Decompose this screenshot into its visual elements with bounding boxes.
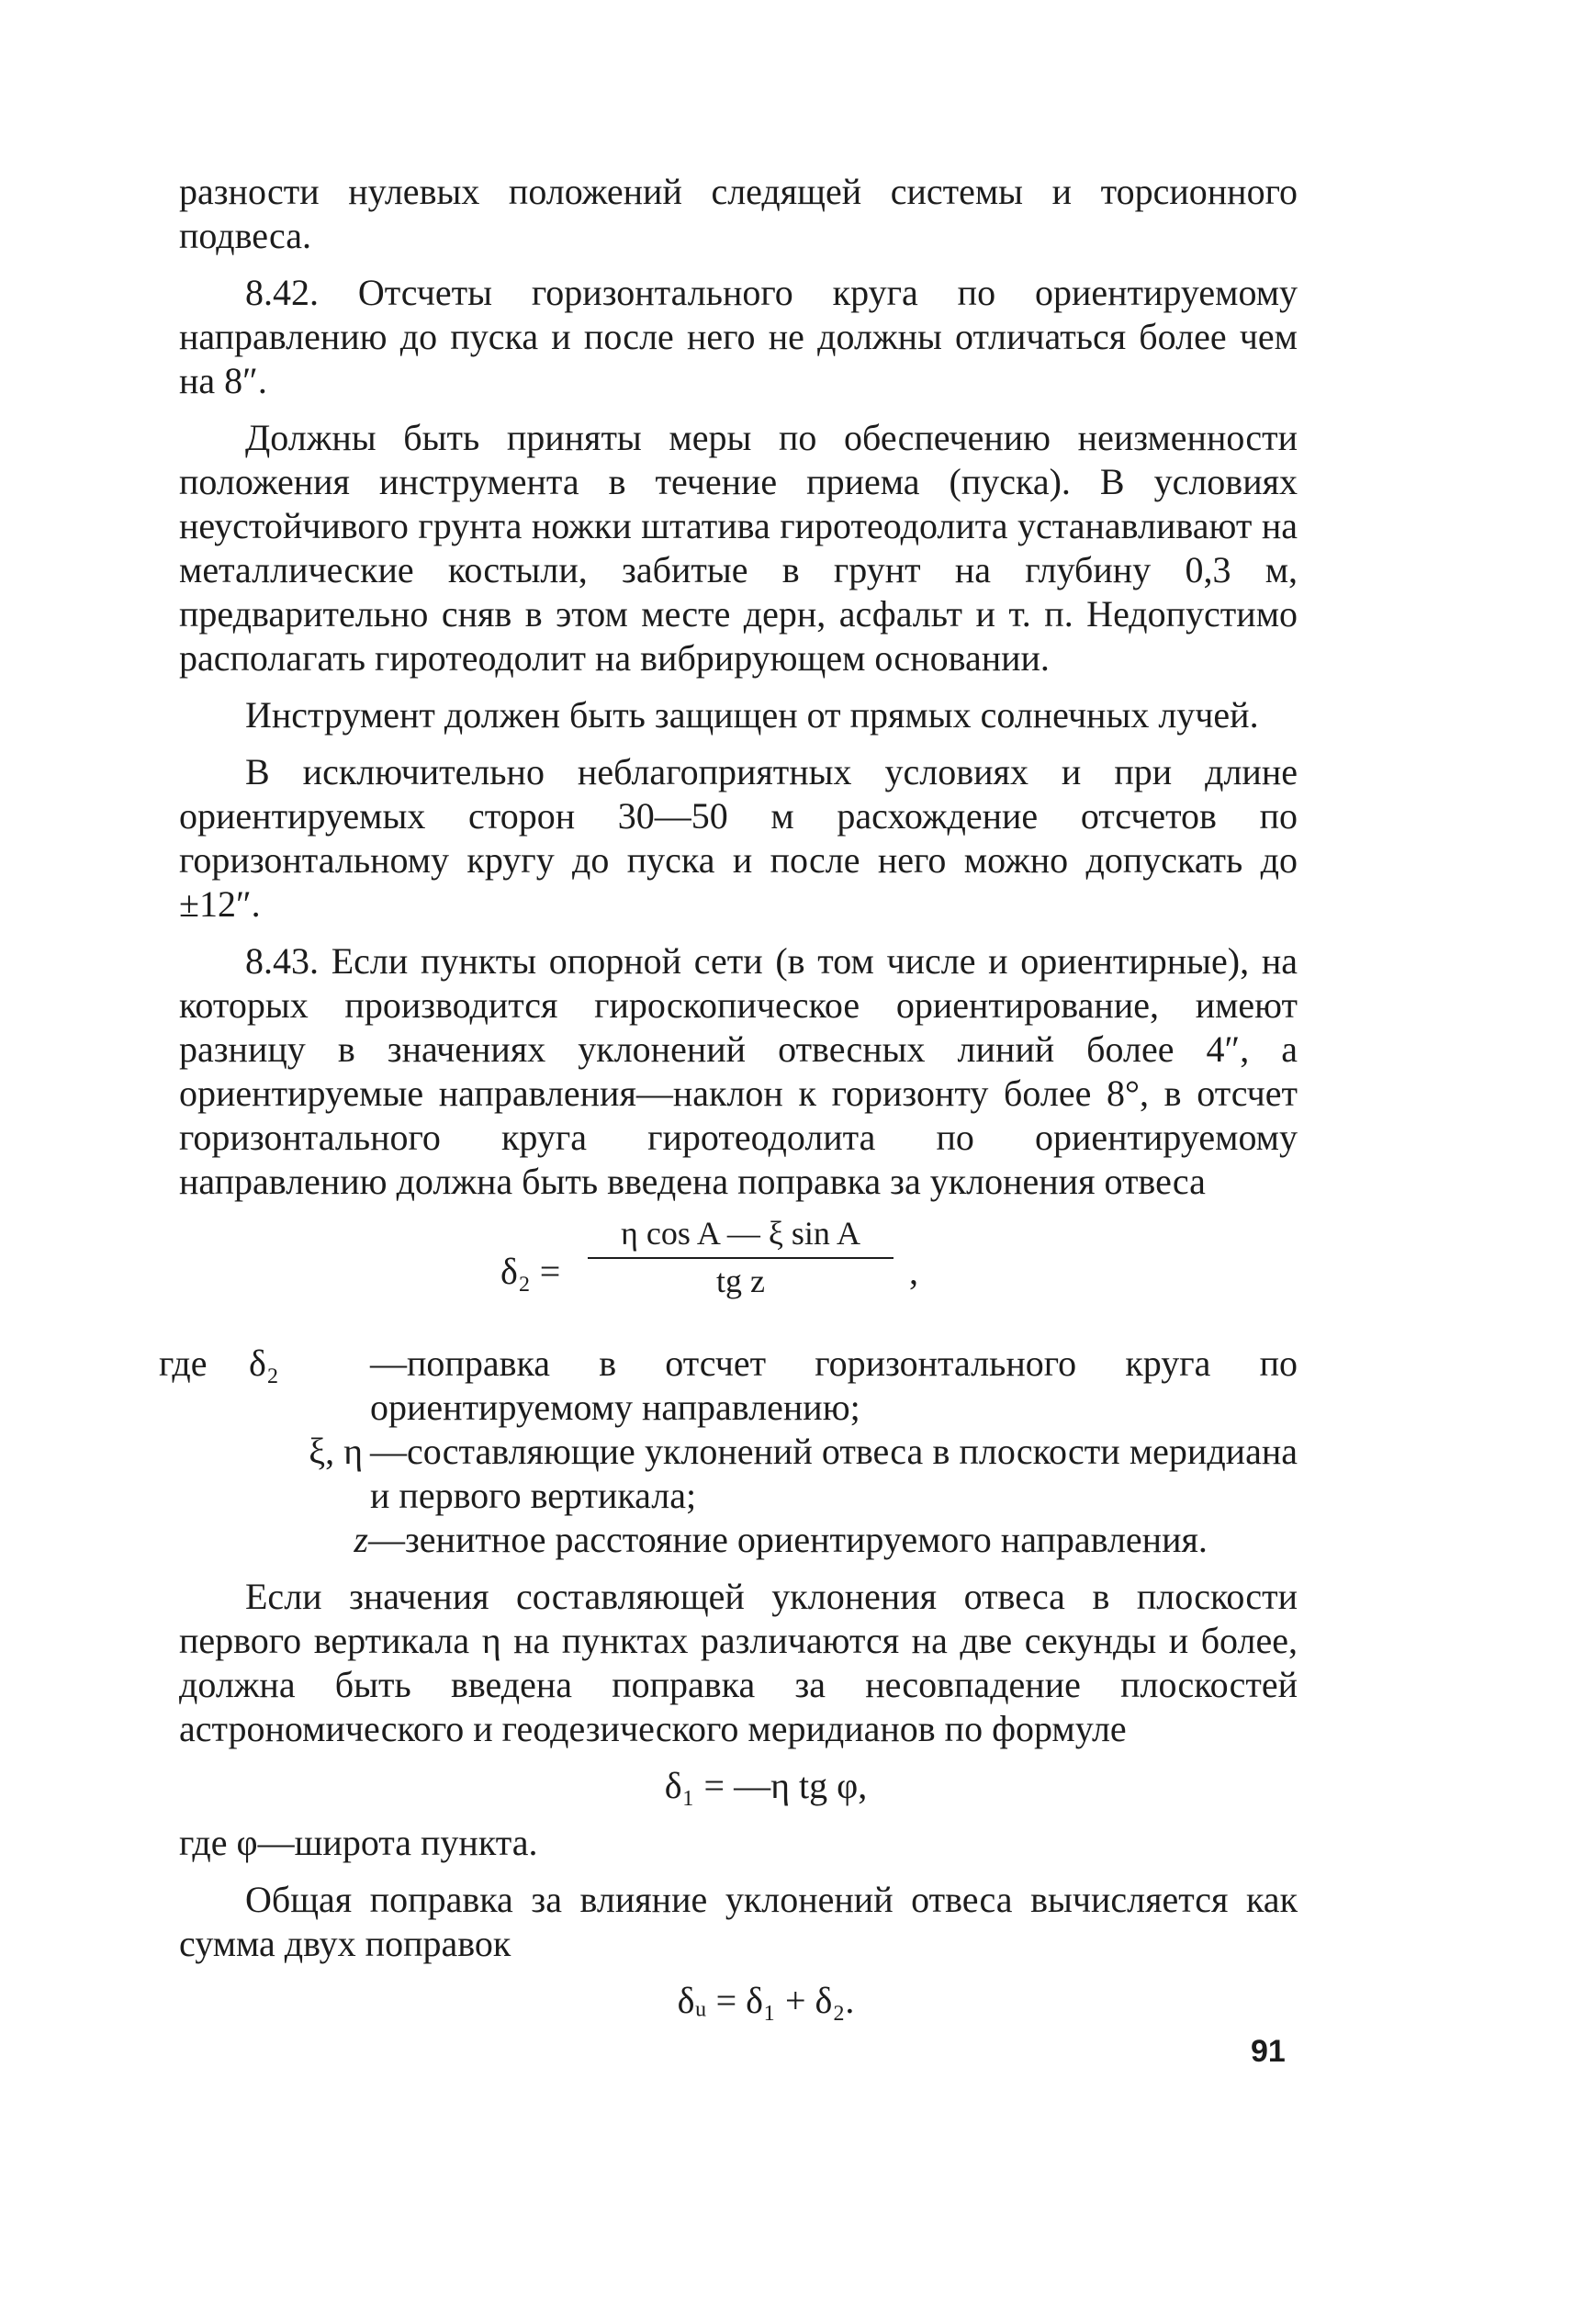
formula-delta2-comma: , (909, 1251, 918, 1292)
definition-text: —зенитное расстояние ориентируемого направления. (368, 1519, 1208, 1560)
paragraph-unfavorable-conditions: В исключительно неблагоприятных условиях и при длине ориентируемых сторон 30—50 м расхождение отсчетов по горизонтальному кругу до пуска и после него можно допускать до ±12″. (179, 751, 1298, 925)
paragraph-sun-protection: Инструмент должен быть защищен от прямых солнечных лучей. (245, 694, 1259, 736)
definition-row (179, 1518, 1298, 1562)
paragraph-phi-definition: где φ—широта пункта. (179, 1822, 538, 1863)
formula-delta2-lhs: δ₂ = (500, 1251, 561, 1292)
paragraph-continuation: разности нулевых положений следящей системы и торсионного подвеса. (179, 171, 1298, 256)
paragraph-meridian-correction: Если значения составляющей уклонения отвеса в плоскости первого вертикала η на пунктах различаются на две секунды и более, должна быть введена поправка за несовпадение плоскостей астрономического и геодезического меридианов по формуле (179, 1576, 1298, 1749)
paragraph-total-correction: Общая поправка за влияние уклонений отвеса вычисляется как сумма двух поправок (179, 1879, 1298, 1964)
formula-delta2-denominator: tg z (716, 1263, 765, 1299)
definition-symbol: δ₂ (249, 1342, 279, 1384)
formula-delta2-numerator: η cos A — ξ sin A (588, 1213, 894, 1259)
definition-row (159, 1342, 1298, 1430)
page-content (159, 170, 1298, 2036)
where-definitions (159, 1342, 1298, 1562)
definition-text: —составляющие уклонений отвеса в плоскости меридиана и первого вертикала; (370, 1431, 1298, 1516)
definition-symbol: ξ, η (309, 1431, 363, 1472)
formula-delta2-fraction (588, 1213, 894, 1303)
paragraph-8-42: 8.42. Отсчеты горизонтального круга по ориентируемому направлению до пуска и после него не должны отличаться более чем на 8″. (179, 272, 1298, 401)
definition-row (179, 1430, 1298, 1518)
formula-delta1: δ₁ = —η tg φ, (664, 1765, 868, 1806)
definition-text: —поправка в отсчет горизонтального круга по ориентируемому направлению; (370, 1342, 1298, 1428)
paragraph-instrument-stability: Должны быть приняты меры по обеспечению неизменности положения инструмента в течение приема (пуска). В условиях неустойчивого грунта ножки штатива гиротеодолита устанавливают на металлические костыли, забитые в грунт на глубину 0,3 м, предварительно сняв в этом месте дерн, асфальт и т. п. Недопустимо располагать гиротеодолит на вибрирующем основании. (179, 417, 1298, 679)
paragraph-8-43: 8.43. Если пункты опорной сети (в том числе и ориентирные), на которых производится гироскопическое ориентирование, имеют разницу в значениях уклонений отвесных линий более 4″, а ориентируемые направления—наклон к горизонту более 8°, в отсчет горизонтального круга гиротеодолита по ориентируемому направлению должна быть введена поправка за уклонения отвеса (179, 940, 1298, 1202)
page-number: 91 (1251, 2034, 1286, 2069)
definition-symbol: z (354, 1519, 368, 1560)
formula-delta-total: δᵤ = δ₁ + δ₂. (677, 1980, 855, 2021)
where-label: где (159, 1342, 208, 1384)
formula-delta2 (179, 1213, 1298, 1331)
